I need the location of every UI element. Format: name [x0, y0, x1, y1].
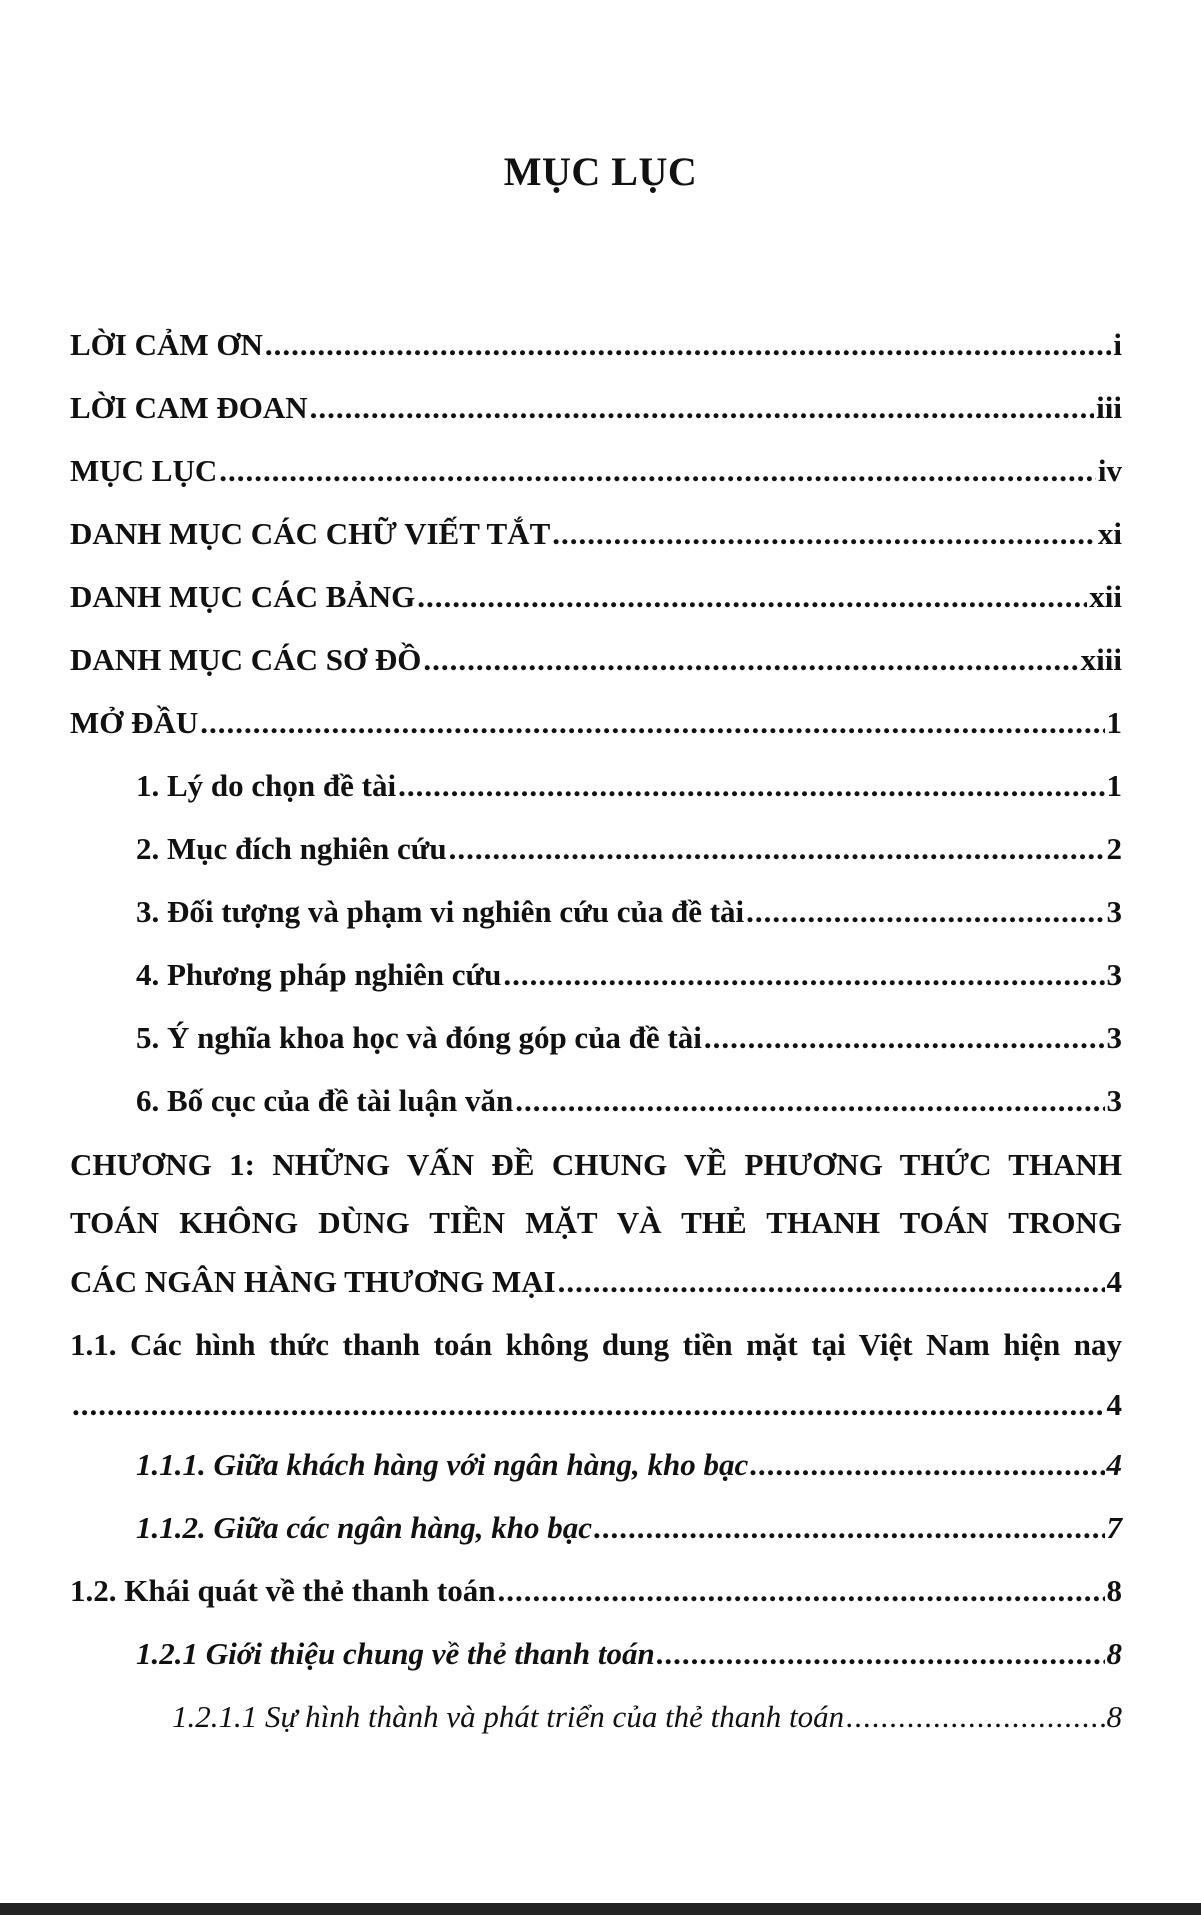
toc-leader-dots: [503, 956, 1104, 994]
toc-leader-dots: [265, 326, 1111, 364]
page-bottom-border: [0, 1903, 1201, 1915]
toc-entry-label: LỜI CẢM ƠN: [70, 327, 263, 362]
toc-leader-dots: [398, 767, 1104, 805]
toc-title: MỤC LỤC: [503, 149, 698, 194]
toc-entry-label: 2. Mục đích nghiên cứu: [136, 831, 447, 866]
toc-entry-page: 8: [1106, 1699, 1122, 1734]
toc-leader-dots: [558, 1263, 1105, 1301]
toc-leader-dots: [552, 515, 1096, 553]
toc-entry-1-2[interactable]: [70, 1572, 1122, 1610]
toc-entry-mo-dau[interactable]: [70, 704, 1122, 742]
toc-leader-dots: [515, 1082, 1104, 1120]
toc-entry-page: xiii: [1080, 642, 1122, 677]
toc-entry-page: 1: [1106, 705, 1122, 740]
toc-leader-dots: [594, 1509, 1104, 1547]
toc-entry-label: 1.2.1.1 Sự hình thành và phát triển của thẻ thanh toán: [172, 1699, 845, 1734]
toc-entry-page: 3: [1106, 894, 1122, 929]
toc-entry-label: MỤC LỤC: [70, 453, 218, 488]
toc-leader-dots: [417, 578, 1087, 616]
toc-leader-dots: [72, 1386, 1105, 1424]
toc-entry-page: 4: [1106, 1447, 1122, 1482]
toc-entry-label: 4. Phương pháp nghiên cứu: [136, 957, 502, 992]
toc-entry-1-2-1[interactable]: [136, 1635, 1122, 1673]
toc-entry-page: 1: [1106, 768, 1122, 803]
toc-entry-chapter-1-line2[interactable]: TOÁN KHÔNG DÙNG TIỀN MẶT VÀ THẺ THANH TOÁN TRONG: [70, 1205, 1122, 1240]
toc-entry-page: xii: [1089, 579, 1122, 614]
toc-entry-page: xi: [1097, 516, 1122, 551]
toc-entry-label: MỞ ĐẦU: [70, 705, 199, 740]
toc-leader-dots: [497, 1572, 1104, 1610]
toc-entry-1-2-1-1[interactable]: [172, 1698, 1122, 1736]
toc-entry-chu-viet-tat[interactable]: [70, 515, 1122, 553]
toc-entry-page: i: [1113, 327, 1122, 362]
toc-entry-page: 7: [1106, 1510, 1122, 1545]
toc-entry-label: 5. Ý nghĩa khoa học và đóng góp của đề tài: [136, 1020, 702, 1055]
toc-entry-ly-do[interactable]: [136, 767, 1122, 805]
toc-entry-label: CÁC NGÂN HÀNG THƯƠNG MẠI: [70, 1264, 556, 1299]
toc-leader-dots: [657, 1635, 1105, 1673]
toc-entry-chapter-1-line3[interactable]: [70, 1263, 1122, 1301]
toc-entry-loi-cam-doan[interactable]: [70, 389, 1122, 427]
toc-entry-page: 3: [1106, 1083, 1122, 1118]
toc-leader-dots: [200, 704, 1104, 742]
toc-entry-1-1-1[interactable]: [136, 1446, 1122, 1484]
toc-entry-label: 1. Lý do chọn đề tài: [136, 768, 397, 803]
toc-entry-cac-so-do[interactable]: [70, 641, 1122, 679]
toc-entry-label: DANH MỤC CÁC CHỮ VIẾT TẮT: [70, 516, 551, 551]
toc-entry-label: 3. Đối tượng và phạm vi nghiên cứu của đề tài: [136, 894, 745, 929]
toc-entry-cac-bang[interactable]: [70, 578, 1122, 616]
toc-leader-dots: [750, 1446, 1104, 1484]
toc-entry-page: 8: [1106, 1573, 1122, 1608]
toc-entry-loi-cam-on[interactable]: [70, 326, 1122, 364]
toc-entry-label: 1.1.2. Giữa các ngân hàng, kho bạc: [136, 1510, 593, 1545]
toc-entry-label: DANH MỤC CÁC SƠ ĐỒ: [70, 642, 422, 677]
toc-entry-bo-cuc[interactable]: [136, 1082, 1122, 1120]
toc-entry-chapter-1-line1[interactable]: CHƯƠNG 1: NHỮNG VẤN ĐỀ CHUNG VỀ PHƯƠNG THỨC THANH: [70, 1147, 1122, 1182]
toc-entry-page: 3: [1106, 957, 1122, 992]
toc-entry-page: 8: [1106, 1636, 1122, 1671]
toc-entry-label: 1.1.1. Giữa khách hàng với ngân hàng, kho bạc: [136, 1447, 749, 1482]
toc-entry-label: LỜI CAM ĐOAN: [70, 390, 308, 425]
toc-entry-muc-dich[interactable]: [136, 830, 1122, 868]
toc-leader-dots: [423, 641, 1078, 679]
toc-entry-label: DANH MỤC CÁC BẢNG: [70, 579, 416, 614]
toc-leader-dots: [846, 1698, 1104, 1736]
toc-leader-dots: [449, 830, 1105, 868]
toc-entry-section-1-1-page-line[interactable]: [70, 1386, 1122, 1424]
toc-leader-dots: [219, 452, 1096, 490]
toc-entry-page: 3: [1106, 1020, 1122, 1055]
toc-entry-label: 6. Bố cục của đề tài luận văn: [136, 1083, 514, 1118]
toc-entry-label: 1.2.1 Giới thiệu chung về thẻ thanh toán: [136, 1636, 655, 1671]
toc-leader-dots: [704, 1019, 1105, 1057]
toc-entry-page: 4: [1106, 1264, 1122, 1299]
toc-entry-page: iv: [1097, 453, 1122, 488]
toc-entry-doi-tuong[interactable]: [136, 893, 1122, 931]
toc-entry-section-1-1[interactable]: 1.1. Các hình thức thanh toán không dung tiền mặt tại Việt Nam hiện nay: [70, 1327, 1122, 1362]
toc-entry-page: 4: [1106, 1387, 1122, 1422]
toc-entry-phuong-phap[interactable]: [136, 956, 1122, 994]
toc-entry-1-1-2[interactable]: [136, 1509, 1122, 1547]
toc-entry-page: iii: [1096, 390, 1122, 425]
toc-entry-page: 2: [1106, 831, 1122, 866]
toc-entry-muc-luc[interactable]: [70, 452, 1122, 490]
toc-leader-dots: [746, 893, 1104, 931]
toc-entry-y-nghia[interactable]: [136, 1019, 1122, 1057]
toc-leader-dots: [310, 389, 1094, 427]
toc-entry-label: 1.2. Khái quát về thẻ thanh toán: [70, 1573, 496, 1608]
